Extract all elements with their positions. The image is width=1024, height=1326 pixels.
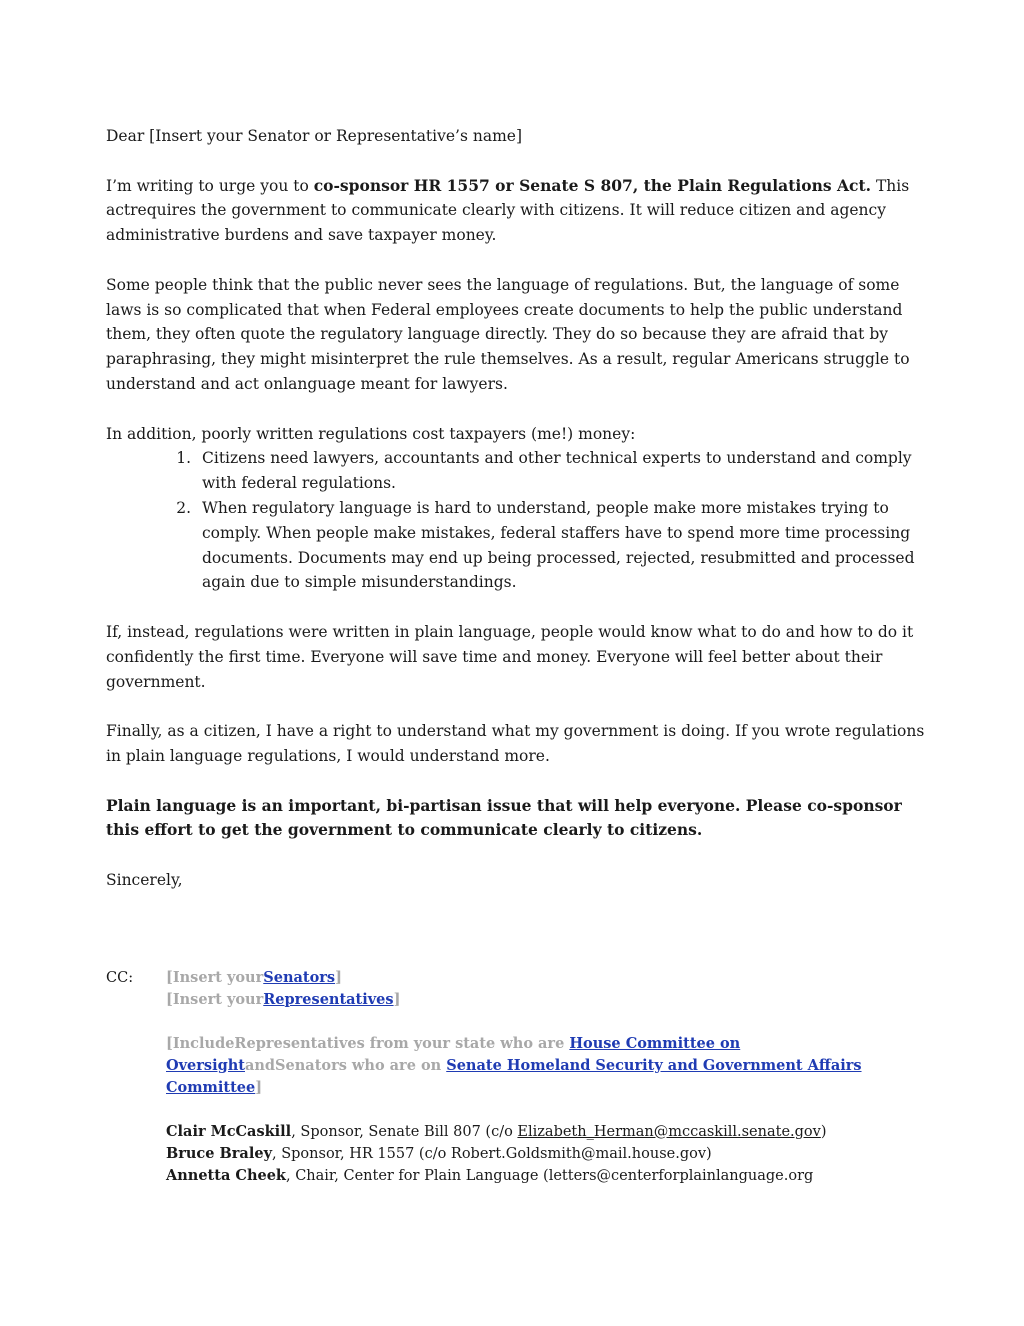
paragraph-5: Finally, as a citizen, I have a right to understand what my government is doing. If you wrote regulations in plain language regulations, I would understand more.	[106, 722, 925, 765]
cost-list	[106, 446, 926, 595]
paragraph-3-intro: In addition, poorly written regulations cost taxpayers (me!) money:	[106, 424, 636, 443]
recipient-details-end: )	[820, 1123, 827, 1140]
recipient-line	[166, 1143, 926, 1165]
recipient-email[interactable]: Elizabeth_Herman@mccaskill.senate.gov	[517, 1123, 821, 1140]
recipient-line	[166, 1121, 926, 1143]
recipient-line	[166, 1165, 926, 1187]
salutation: Dear [Insert your Senator or Representative’s name]	[106, 127, 523, 145]
list-item: 2. When regulatory language is hard to understand, people make more mistakes trying to comply. When people make mistakes, federal staffers have to spend more time processing documents. Documents may end up being processed, rejected, resubmitted and processed again due to simple misunderstandings.	[196, 496, 926, 595]
cc-body	[166, 967, 926, 1187]
cc-line-senators	[166, 967, 926, 989]
paragraph-2: Some people think that the public never sees the language of regulations. But, the language of some laws is so complicated that when Federal employees create documents to help the public understand them, they often quote the regulatory language directly. They do so because they are afraid that by paraphrasing, they might misinterpret the rule themselves. As a result, regular Americans struggle to understand and act onlanguage meant for lawyers.	[106, 275, 910, 393]
paragraph-4: If, instead, regulations were written in plain language, people would know what to do and how to do it confidently the first time. Everyone will save time and money. Everyone will feel better about their government.	[106, 622, 914, 691]
cc-block	[106, 967, 926, 1187]
list-item: 1. Citizens need lawyers, accountants and other technical experts to understand and comply with federal regulations.	[196, 446, 926, 496]
paragraph-6-bold: Plain language is an important, bi-partisan issue that will help everyone. Please co-sponsor this effort to get the government to communicate clearly to citizens.	[106, 795, 902, 840]
senators-link[interactable]: Senators	[263, 968, 336, 986]
recipient-name: Bruce Braley	[166, 1144, 272, 1162]
cc-label: CC:	[106, 969, 134, 986]
cc-line-representatives-suffix: ]	[393, 990, 401, 1008]
cc-line-committees-mid: andSenators who are on	[244, 1056, 447, 1074]
paragraph-6	[106, 794, 926, 844]
recipient-name: Clair McCaskill	[166, 1122, 292, 1140]
recipient-name: Annetta Cheek	[166, 1166, 286, 1184]
paragraph-1-rest: This actrequires the government to communicate clearly with citizens. It will reduce citizen and agency administrative burdens and save taxpayer money.	[106, 176, 910, 245]
cc-spacer	[166, 1099, 926, 1121]
cc-line-committees	[166, 1033, 926, 1099]
paragraph-1-intro: I’m writing to urge you to	[106, 176, 314, 195]
representatives-link[interactable]: Representatives	[263, 990, 394, 1008]
cc-line-senators-prefix: [Insert your	[166, 968, 264, 986]
cc-line-representatives-prefix: [Insert your	[166, 990, 264, 1008]
cc-line-committees-suffix: ]	[255, 1078, 263, 1096]
recipient-details: , Sponsor, HR 1557 (c/o Robert.Goldsmith@mail.house.gov)	[272, 1145, 712, 1162]
recipient-details: , Sponsor, Senate Bill 807 (c/o	[291, 1123, 518, 1140]
house-committee-link[interactable]: House Committee on Oversight	[166, 1034, 741, 1074]
paragraph-1-bold: co-sponsor HR 1557 or Senate S 807, the Plain Regulations Act.	[313, 175, 872, 195]
cc-line-committees-prefix: [IncludeRepresentatives from your state who are	[166, 1034, 570, 1052]
senate-committee-link[interactable]: Senate Homeland Security and Government Affairs Committee	[166, 1056, 862, 1096]
recipient-details: , Chair, Center for Plain Language (letters@centerforplainlanguage.org	[285, 1167, 814, 1184]
closing: Sincerely,	[106, 870, 183, 889]
letter-page	[106, 124, 926, 1187]
cc-spacer	[166, 1011, 926, 1033]
cc-line-senators-suffix: ]	[335, 968, 342, 986]
paragraph-1	[106, 174, 926, 248]
cc-line-representatives	[166, 989, 926, 1011]
